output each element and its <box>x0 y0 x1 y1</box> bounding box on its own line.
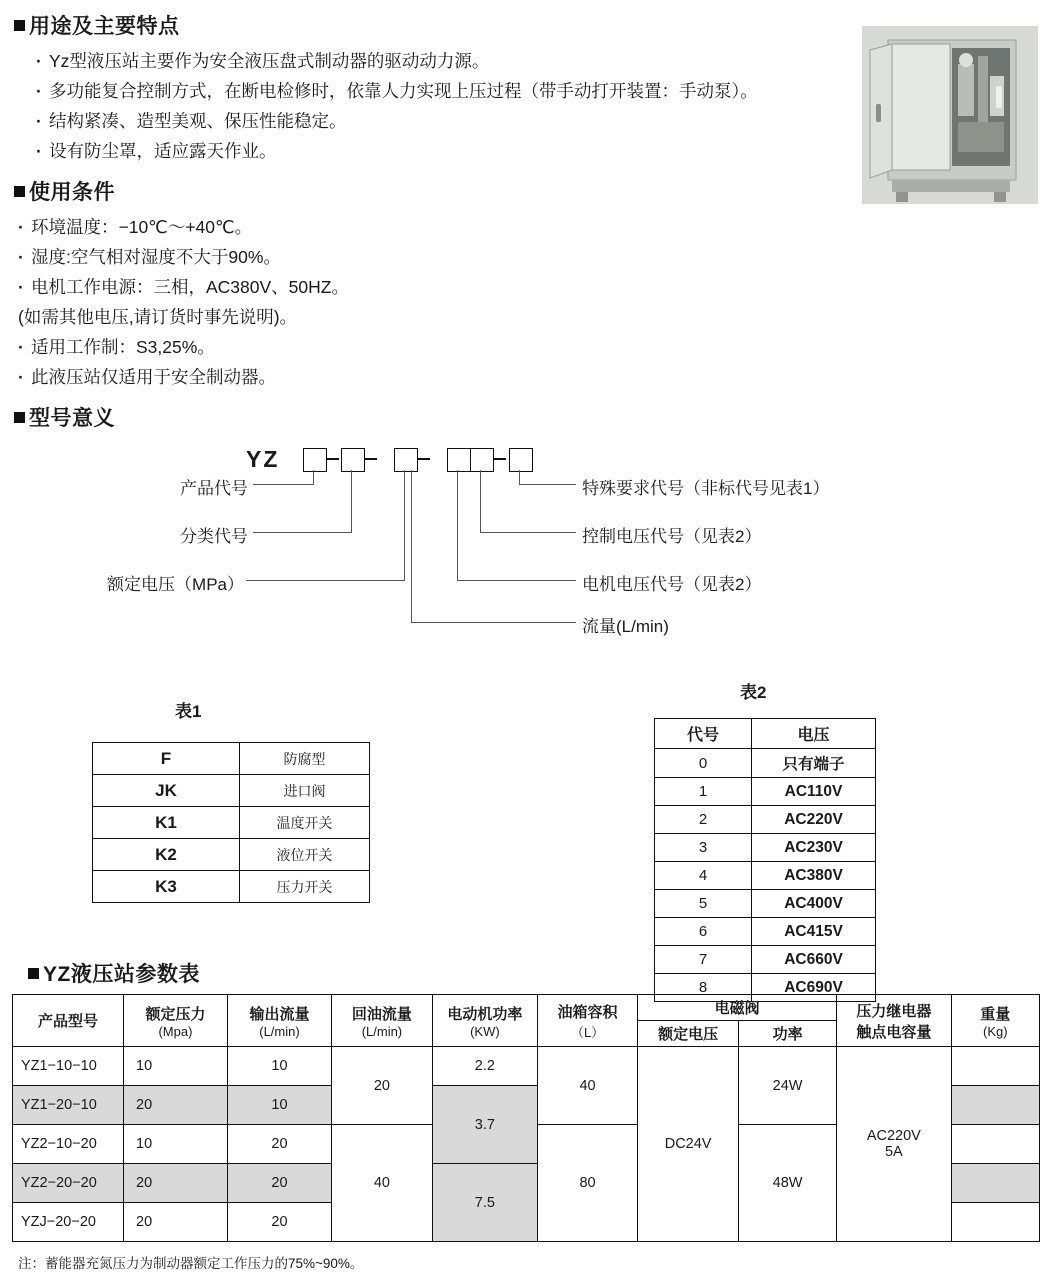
param-relay-value <box>837 1047 952 1242</box>
table2-code: 4 <box>655 862 752 890</box>
param-header-relay-text: 压力继电器 <box>856 1002 932 1020</box>
leader-line <box>411 470 412 622</box>
param-header-rated-pressure-unit: (Mpa) <box>158 1023 193 1039</box>
table-header-row <box>13 995 1040 1021</box>
leader-line <box>246 580 405 581</box>
param-flow: 20 <box>227 1164 331 1203</box>
table2-code: 5 <box>655 890 752 918</box>
param-header-output-flow-unit: (L/min) <box>259 1023 300 1039</box>
param-motor-power: 3.7 <box>432 1086 537 1164</box>
list-item: · 设有防尘罩，适应露天作业。 <box>36 136 1052 166</box>
table2-voltage: AC400V <box>752 890 876 918</box>
param-flow: 20 <box>227 1203 331 1242</box>
param-model: YZ1−10−10 <box>13 1047 124 1086</box>
table-row <box>93 871 370 903</box>
table1-desc: 进口阀 <box>240 775 370 807</box>
hydraulic-station-photo-svg <box>862 26 1038 204</box>
table-row <box>655 749 876 778</box>
list-item: · 电机工作电源：三相，AC380V、50HZ。 <box>18 272 1052 302</box>
param-model: YZ2−20−20 <box>13 1164 124 1203</box>
param-header-solenoid-power: 功率 <box>739 1021 837 1047</box>
model-dash-2 <box>365 458 377 460</box>
conditions-list <box>0 212 1052 392</box>
list-item: (如需其他电压,请订货时事先说明)。 <box>18 307 298 327</box>
table-row <box>655 890 876 918</box>
table2-voltage: AC690V <box>752 974 876 1002</box>
table2-voltage: AC110V <box>752 778 876 806</box>
table1-title: 表1 <box>175 702 202 721</box>
table2-voltage: AC230V <box>752 834 876 862</box>
square-marker-icon <box>14 186 25 197</box>
section-heading-model-text: 型号意义 <box>29 407 115 430</box>
param-header-motor-power-unit: (KW) <box>470 1023 500 1039</box>
param-tank: 40 <box>538 1047 638 1125</box>
model-right-label-3: 流量(L/min) <box>582 617 669 636</box>
leader-line <box>480 470 481 532</box>
model-right-label-0: 特殊要求代号（非标代号见表1） <box>582 479 830 498</box>
model-dash-4 <box>494 458 506 460</box>
param-header-return-flow-text: 回油流量 <box>351 1005 412 1023</box>
param-header-relay-sub: 触点电容量 <box>856 1023 932 1041</box>
param-weight <box>951 1203 1039 1242</box>
param-flow: 20 <box>227 1125 331 1164</box>
model-dash-3 <box>418 458 430 460</box>
table2-voltage-codes <box>654 718 876 1002</box>
param-model: YZ1−20−10 <box>13 1086 124 1125</box>
model-dash-1 <box>327 458 339 460</box>
param-weight <box>951 1047 1039 1086</box>
param-header-output-flow-text: 输出流量 <box>249 1005 310 1023</box>
table-row <box>655 918 876 946</box>
leader-line <box>457 470 458 580</box>
param-return-flow: 20 <box>332 1047 433 1125</box>
table2-header-voltage: 电压 <box>752 719 876 749</box>
table1-code: K1 <box>93 807 240 839</box>
model-left-label-2: 额定电压（MPa） <box>107 575 244 594</box>
table1-desc: 防腐型 <box>240 743 370 775</box>
param-flow: 10 <box>227 1086 331 1125</box>
section-heading-model <box>14 402 1052 432</box>
table2-title: 表2 <box>740 683 767 702</box>
leader-line <box>457 580 576 581</box>
section-heading-conditions-text: 使用条件 <box>29 181 115 204</box>
square-marker-icon <box>28 968 39 979</box>
model-right-label-1: 控制电压代号（见表2） <box>582 527 762 546</box>
table-row <box>93 807 370 839</box>
param-pressure: 10 <box>124 1125 228 1164</box>
section-heading-params-text: YZ液压站参数表 <box>43 963 200 986</box>
section-heading-params <box>28 958 200 988</box>
table1-code: K3 <box>93 871 240 903</box>
param-solenoid-power: 24W <box>739 1047 837 1125</box>
model-box-3 <box>394 448 418 472</box>
param-flow: 10 <box>227 1047 331 1086</box>
table1-code: F <box>93 743 240 775</box>
param-header-solenoid-voltage: 额定电压 <box>638 1021 739 1047</box>
table-row <box>655 862 876 890</box>
param-pressure: 20 <box>124 1164 228 1203</box>
param-relay-line1: AC220V <box>866 1128 921 1144</box>
table2-header-code: 代号 <box>655 719 752 749</box>
table1-code: K2 <box>93 839 240 871</box>
leader-line <box>519 470 520 484</box>
param-pressure: 20 <box>124 1086 228 1125</box>
param-return-flow: 40 <box>332 1125 433 1242</box>
param-header-return-flow <box>332 995 433 1047</box>
table2-code: 0 <box>655 749 752 778</box>
param-header-tank-text: 油箱容积 <box>557 1003 618 1021</box>
param-header-motor-power <box>432 995 537 1047</box>
leader-line <box>404 470 405 580</box>
table1-desc: 液位开关 <box>240 839 370 871</box>
table2-voltage: 只有端子 <box>752 749 876 778</box>
param-tank: 80 <box>538 1125 638 1242</box>
table-row <box>655 946 876 974</box>
table-row <box>93 743 370 775</box>
leader-line <box>519 484 576 485</box>
table-row <box>13 1047 1040 1086</box>
table1-special-codes <box>92 742 370 903</box>
table1-desc: 压力开关 <box>240 871 370 903</box>
param-header-rated-pressure-text: 额定压力 <box>145 1005 206 1023</box>
table-row <box>93 775 370 807</box>
param-weight <box>951 1164 1039 1203</box>
model-box-4 <box>447 448 471 472</box>
table2-code: 8 <box>655 974 752 1002</box>
table1-code: JK <box>93 775 240 807</box>
table-row <box>93 839 370 871</box>
table2-code: 1 <box>655 778 752 806</box>
param-header-tank-unit: （L） <box>570 1024 605 1040</box>
model-left-label-0: 产品代号 <box>180 479 248 498</box>
model-box-1 <box>303 448 327 472</box>
parameters-table <box>12 994 1040 1242</box>
param-header-rated-pressure <box>124 995 228 1047</box>
model-right-label-2: 电机电压代号（见表2） <box>582 575 762 594</box>
table2-code: 2 <box>655 806 752 834</box>
table2-code: 6 <box>655 918 752 946</box>
model-code-diagram <box>0 438 1052 658</box>
table2-code: 3 <box>655 834 752 862</box>
leader-line <box>253 532 352 533</box>
param-model: YZ2−10−20 <box>13 1125 124 1164</box>
list-item: · 适用工作制：S3,25%。 <box>18 332 1052 362</box>
param-header-model: 产品型号 <box>13 995 124 1047</box>
list-item: · 多功能复合控制方式，在断电检修时，依靠人力实现上压过程（带手动打开装置：手动泵）。 <box>36 76 1052 106</box>
list-item: · 湿度:空气相对湿度不大于90%。 <box>18 242 1052 272</box>
param-solenoid-power: 48W <box>739 1125 837 1242</box>
table-header-row <box>655 719 876 749</box>
model-box-5 <box>470 448 494 472</box>
param-header-relay <box>837 995 952 1047</box>
leader-line <box>351 470 352 532</box>
table1-desc: 温度开关 <box>240 807 370 839</box>
param-header-motor-power-text: 电动机功率 <box>447 1005 523 1023</box>
param-header-tank <box>538 995 638 1047</box>
section-heading-uses-text: 用途及主要特点 <box>29 15 180 38</box>
model-left-label-1: 分类代号 <box>180 527 248 546</box>
square-marker-icon <box>14 412 25 423</box>
param-header-weight-unit: (Kg) <box>983 1023 1008 1039</box>
table2-code: 7 <box>655 946 752 974</box>
param-header-weight <box>951 995 1039 1047</box>
table2-voltage: AC415V <box>752 918 876 946</box>
param-motor-power: 2.2 <box>432 1047 537 1086</box>
table2-voltage: AC380V <box>752 862 876 890</box>
param-header-weight-text: 重量 <box>980 1005 1011 1023</box>
table2-voltage: AC220V <box>752 806 876 834</box>
param-solenoid-voltage: DC24V <box>638 1047 739 1242</box>
param-weight <box>951 1086 1039 1125</box>
leader-line <box>480 532 576 533</box>
model-prefix-label: YZ <box>246 446 280 472</box>
param-relay-line2: 5A <box>884 1144 903 1160</box>
table-row <box>655 834 876 862</box>
param-model: YZJ−20−20 <box>13 1203 124 1242</box>
leader-line <box>313 470 314 484</box>
param-weight <box>951 1125 1039 1164</box>
table-row <box>655 806 876 834</box>
param-header-solenoid: 电磁阀 <box>638 995 837 1021</box>
table-row <box>655 778 876 806</box>
product-photo <box>862 26 1038 204</box>
list-item: · Yz型液压站主要作为安全液压盘式制动器的驱动动力源。 <box>36 46 1052 76</box>
param-pressure: 10 <box>124 1047 228 1086</box>
list-item: · 此液压站仅适用于安全制动器。 <box>18 362 1052 392</box>
param-pressure: 20 <box>124 1203 228 1242</box>
params-note: 注：蓄能器充氮压力为制动器额定工作压力的75%~90%。 <box>18 1256 364 1271</box>
leader-line <box>253 484 314 485</box>
table2-voltage: AC660V <box>752 946 876 974</box>
list-item: · 结构紧凑、造型美观、保压性能稳定。 <box>36 106 1052 136</box>
model-box-2 <box>341 448 365 472</box>
param-header-output-flow <box>227 995 331 1047</box>
param-header-return-flow-unit: (L/min) <box>361 1023 403 1039</box>
model-box-6 <box>509 448 533 472</box>
list-item: · 环境温度：−10℃～+40℃。 <box>18 212 1052 242</box>
leader-line <box>411 622 576 623</box>
param-motor-power: 7.5 <box>432 1164 537 1242</box>
square-marker-icon <box>14 20 25 31</box>
